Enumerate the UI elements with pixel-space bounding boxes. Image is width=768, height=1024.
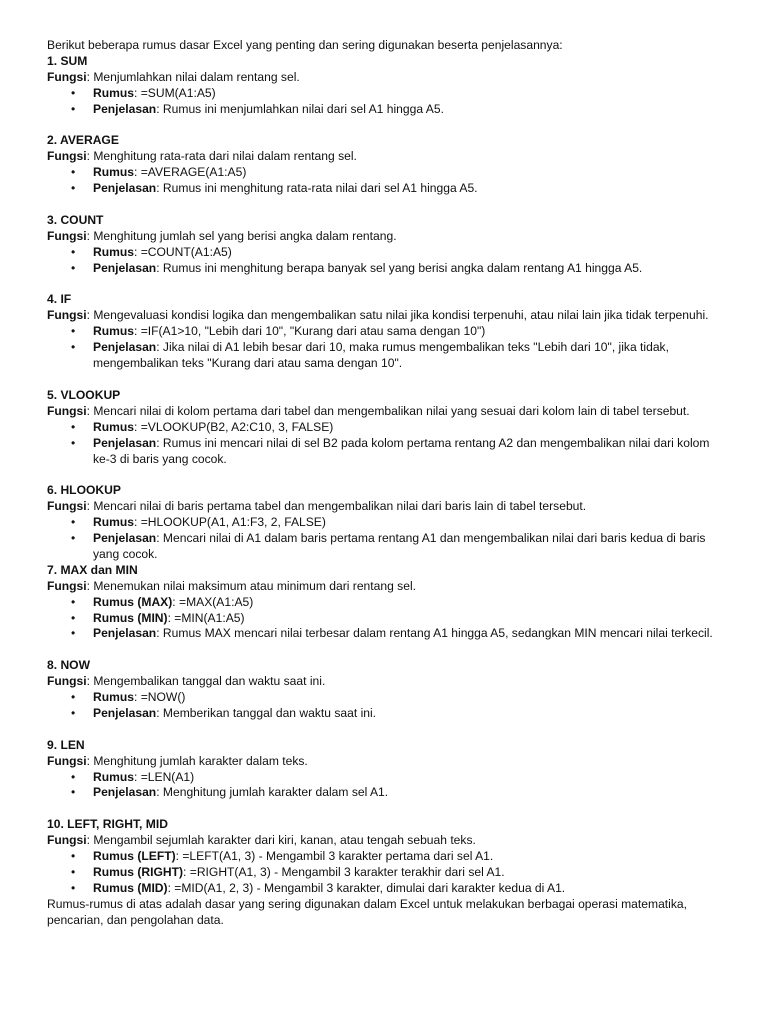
bullet-icon: • [71, 610, 76, 625]
section-title: 7. MAX dan MIN [47, 562, 138, 577]
list-item [47, 436, 727, 468]
item-label: Rumus [93, 769, 134, 784]
section [47, 483, 727, 563]
item-text: : Rumus ini mencari nilai di sel B2 pada kolom pertama rentang A2 dan mengembalikan nilai dari kolom ke-3 di baris yang cocok. [93, 435, 710, 466]
list-item [47, 785, 727, 801]
closing-text: Rumus-rumus di atas adalah dasar yang sering digunakan dalam Excel untuk melakukan berbagai operasi matematika, pencarian, dan pengolahan data. [47, 896, 687, 927]
list-item [47, 849, 727, 865]
bullet-icon: • [71, 690, 76, 705]
list-item [47, 165, 727, 181]
list-item [47, 865, 727, 881]
section-title: 1. SUM [47, 53, 88, 68]
paragraph-gap [47, 277, 727, 293]
list-item [47, 595, 727, 611]
list-item [47, 245, 727, 261]
item-text: : =RIGHT(A1, 3) - Mengambil 3 karakter terakhir dari sel A1. [183, 865, 505, 879]
item-text: : =IF(A1>10, "Lebih dari 10", "Kurang dari atau sama dengan 10") [134, 324, 486, 339]
item-text: : Memberikan tanggal dan waktu saat ini. [156, 705, 377, 720]
item-label: Penjelasan [93, 101, 157, 116]
fungsi-text: : Menjumlahkan nilai dalam rentang sel. [86, 69, 300, 84]
fungsi-label: Fungsi [47, 499, 87, 514]
item-label: Rumus [93, 165, 134, 180]
bullet-icon: • [71, 244, 76, 259]
item-text: : Rumus MAX mencari nilai terbesar dalam rentang A1 hingga A5, sedangkan MIN mencari nilai terkecil. [156, 626, 713, 641]
item-label: Penjelasan [93, 260, 157, 275]
list-item [47, 86, 727, 102]
item-text: : Rumus ini menjumlahkan nilai dari sel A1 hingga A5. [156, 101, 444, 116]
fungsi-line [47, 833, 727, 849]
fungsi-text: : Menghitung rata-rata dari nilai dalam rentang sel. [86, 149, 357, 164]
section [47, 292, 727, 387]
fungsi-text: : Mencari nilai di kolom pertama dari tabel dan mengembalikan nilai yang sesuai dari kolom lain di tabel tersebut. [86, 403, 690, 418]
bullet-icon: • [71, 260, 76, 275]
bullet-icon: • [71, 165, 76, 180]
list-item [47, 531, 727, 563]
item-label: Rumus (LEFT) [93, 849, 176, 864]
bullet-icon: • [71, 626, 76, 641]
item-label: Rumus [93, 85, 134, 100]
item-label: Rumus (MID) [93, 880, 168, 895]
item-label: Rumus (RIGHT) [93, 865, 184, 879]
bullet-icon: • [71, 101, 76, 116]
item-label: Penjelasan [93, 340, 157, 355]
bullet-list [47, 420, 727, 468]
section [47, 563, 727, 658]
item-label: Rumus [93, 244, 134, 259]
fungsi-label: Fungsi [47, 578, 87, 593]
item-label: Rumus [93, 324, 134, 339]
item-label: Penjelasan [93, 705, 157, 720]
item-text: : =AVERAGE(A1:A5) [134, 165, 247, 180]
bullet-list [47, 324, 727, 372]
section [47, 817, 727, 897]
bullet-list [47, 515, 727, 563]
bullet-list [47, 595, 727, 643]
paragraph-gap [47, 372, 727, 388]
paragraph-gap [47, 642, 727, 658]
fungsi-label: Fungsi [47, 833, 87, 848]
item-label: Rumus [93, 690, 134, 705]
fungsi-label: Fungsi [47, 149, 87, 164]
bullet-icon: • [71, 435, 76, 450]
bullet-list [47, 245, 727, 277]
item-text: : =MIN(A1:A5) [167, 610, 245, 625]
section-title: 10. LEFT, RIGHT, MID [47, 817, 168, 832]
sections-container [47, 54, 727, 897]
list-item [47, 770, 727, 786]
bullet-icon: • [71, 85, 76, 100]
bullet-icon: • [71, 849, 76, 864]
fungsi-label: Fungsi [47, 674, 87, 689]
section-title: 4. IF [47, 292, 72, 307]
bullet-icon: • [71, 594, 76, 609]
list-item [47, 324, 727, 340]
section [47, 213, 727, 293]
item-label: Penjelasan [93, 785, 157, 800]
item-text: : =SUM(A1:A5) [134, 85, 216, 100]
item-label: Rumus [93, 515, 134, 530]
intro-text: Berikut beberapa rumus dasar Excel yang penting dan sering digunakan beserta penjelasannya: [47, 38, 563, 52]
list-item [47, 261, 727, 277]
item-text: : Menghitung jumlah karakter dalam sel A1. [156, 785, 389, 800]
item-label: Rumus (MIN) [93, 610, 168, 625]
bullet-icon: • [71, 705, 76, 720]
section-title: 3. COUNT [47, 212, 104, 227]
section [47, 388, 727, 483]
fungsi-line [47, 149, 727, 165]
paragraph-gap [47, 467, 727, 483]
bullet-icon: • [71, 181, 76, 196]
bullet-icon: • [71, 785, 76, 800]
fungsi-line [47, 229, 727, 245]
item-text: : Rumus ini menghitung berapa banyak sel yang berisi angka dalam rentang A1 hingga A5. [156, 260, 643, 275]
list-item [47, 626, 727, 642]
paragraph-gap [47, 197, 727, 213]
fungsi-line [47, 499, 727, 515]
fungsi-text: : Menghitung jumlah karakter dalam teks. [86, 753, 308, 768]
list-item [47, 515, 727, 531]
list-item [47, 102, 727, 118]
bullet-icon: • [71, 865, 76, 879]
item-text: : =MID(A1, 2, 3) - Mengambil 3 karakter, dimulai dari karakter kedua di A1. [167, 880, 566, 895]
list-item [47, 881, 727, 897]
document-page [47, 38, 727, 929]
item-label: Rumus [93, 419, 134, 434]
paragraph-gap [47, 722, 727, 738]
bullet-list [47, 770, 727, 802]
fungsi-text: : Mengevaluasi kondisi logika dan mengembalikan satu nilai jika kondisi terpenuhi, atau nilai lain jika tidak terpenuhi. [86, 308, 709, 323]
fungsi-text: : Menghitung jumlah sel yang berisi angka dalam rentang. [86, 228, 397, 243]
list-item [47, 181, 727, 197]
fungsi-text: : Mengembalikan tanggal dan waktu saat ini. [86, 674, 326, 689]
item-label: Rumus (MAX) [93, 594, 173, 609]
fungsi-line [47, 754, 727, 770]
bullet-list [47, 690, 727, 722]
section [47, 54, 727, 134]
fungsi-line [47, 308, 727, 324]
item-text: : =NOW() [134, 690, 186, 705]
paragraph-gap [47, 118, 727, 134]
fungsi-line [47, 674, 727, 690]
bullet-list [47, 165, 727, 197]
section [47, 738, 727, 818]
item-label: Penjelasan [93, 435, 157, 450]
fungsi-line [47, 404, 727, 420]
list-item [47, 611, 727, 627]
item-text: : =HLOOKUP(A1, A1:F3, 2, FALSE) [134, 515, 326, 530]
bullet-list [47, 849, 727, 897]
item-text: : =LEN(A1) [134, 769, 195, 784]
bullet-icon: • [71, 340, 76, 355]
bullet-list [47, 86, 727, 118]
item-text: : Rumus ini menghitung rata-rata nilai dari sel A1 hingga A5. [156, 181, 478, 196]
list-item [47, 420, 727, 436]
item-text: : Jika nilai di A1 lebih besar dari 10, maka rumus mengembalikan teks "Lebih dari 10", jika tidak, mengembalikan teks "Kurang dari atau sama dengan 10". [93, 340, 669, 371]
item-text: : Mencari nilai di A1 dalam baris pertama rentang A1 dan mengembalikan nilai dari baris kedua di baris yang cocok. [93, 531, 706, 561]
fungsi-text: : Mengambil sejumlah karakter dari kiri, kanan, atau tengah sebuah teks. [86, 833, 476, 848]
fungsi-line [47, 70, 727, 86]
bullet-icon: • [71, 880, 76, 895]
fungsi-label: Fungsi [47, 753, 87, 768]
bullet-icon: • [71, 531, 76, 546]
item-text: : =VLOOKUP(B2, A2:C10, 3, FALSE) [134, 419, 334, 434]
fungsi-line [47, 579, 727, 595]
item-text: : =LEFT(A1, 3) - Mengambil 3 karakter pertama dari sel A1. [175, 849, 494, 864]
fungsi-label: Fungsi [47, 308, 87, 323]
section-title: 5. VLOOKUP [47, 387, 121, 402]
fungsi-text: : Mencari nilai di baris pertama tabel dan mengembalikan nilai dari baris lain di tabel tersebut. [86, 499, 587, 514]
section-title: 2. AVERAGE [47, 133, 119, 148]
section [47, 658, 727, 738]
section-title: 6. HLOOKUP [47, 483, 121, 498]
bullet-icon: • [71, 769, 76, 784]
list-item [47, 690, 727, 706]
fungsi-label: Fungsi [47, 69, 87, 84]
bullet-icon: • [71, 324, 76, 339]
section-title: 9. LEN [47, 737, 85, 752]
item-label: Penjelasan [93, 181, 157, 196]
fungsi-label: Fungsi [47, 228, 87, 243]
item-label: Penjelasan [93, 531, 157, 546]
item-text: : =MAX(A1:A5) [172, 594, 254, 609]
fungsi-label: Fungsi [47, 403, 87, 418]
list-item [47, 706, 727, 722]
section [47, 133, 727, 213]
bullet-icon: • [71, 419, 76, 434]
list-item [47, 340, 727, 372]
bullet-icon: • [71, 515, 76, 530]
item-text: : =COUNT(A1:A5) [134, 244, 232, 259]
fungsi-text: : Menemukan nilai maksimum atau minimum dari rentang sel. [86, 578, 416, 593]
paragraph-gap [47, 801, 727, 817]
item-label: Penjelasan [93, 626, 157, 641]
section-title: 8. NOW [47, 658, 91, 673]
